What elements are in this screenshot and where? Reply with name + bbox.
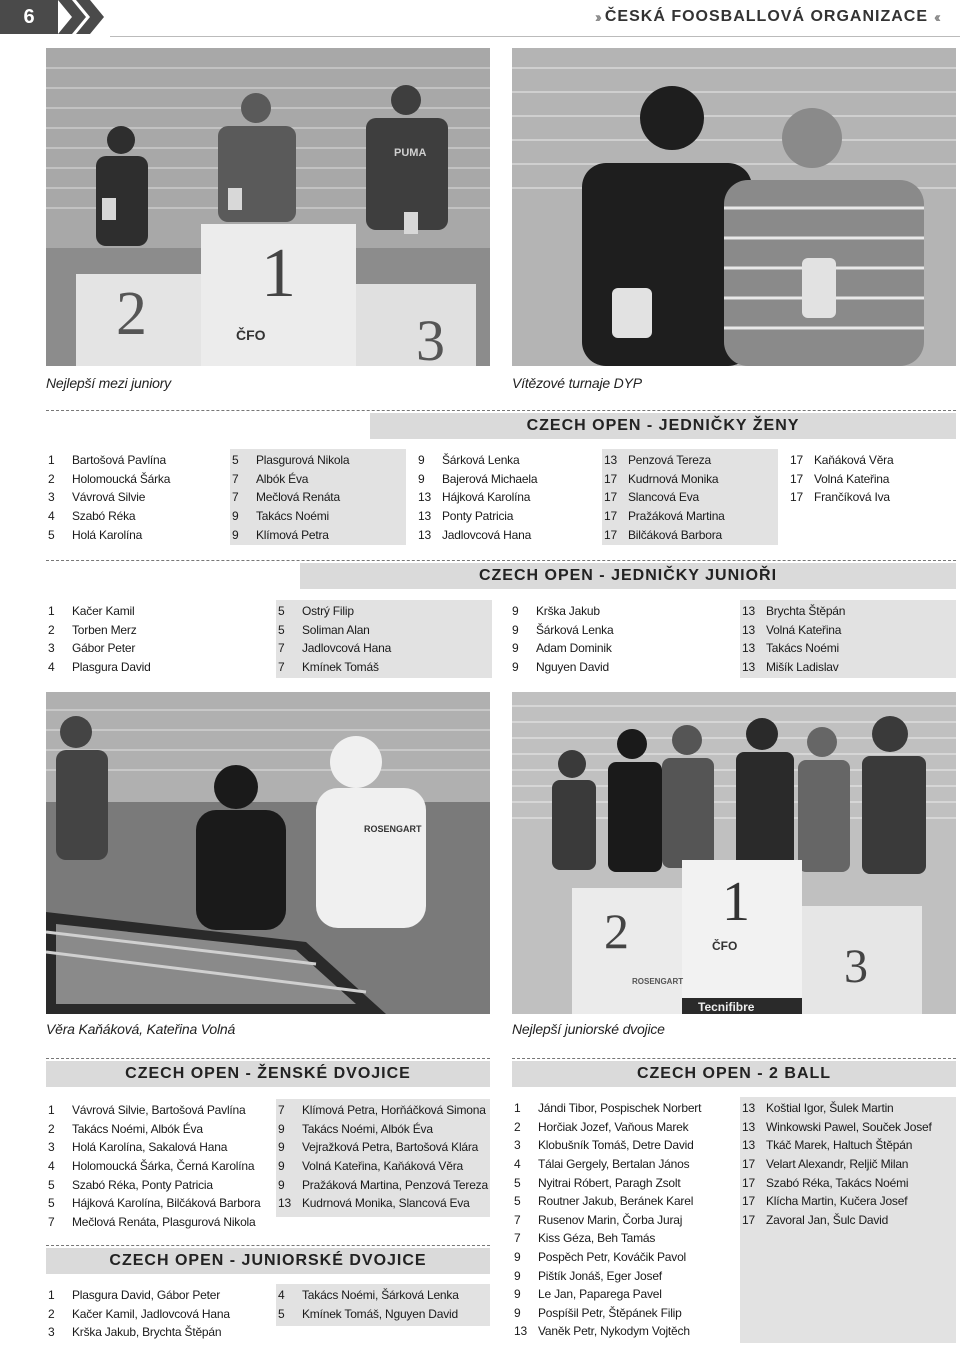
list-item: 13 Volná Kateřina [742,622,842,637]
svg-text:1: 1 [722,871,750,933]
zeny-col-3 [416,449,592,544]
list-item: 3 Vávrová Silvie [48,490,146,505]
section-divider [46,1058,490,1059]
list-item: 13 Jadlovcová Hana [418,527,532,542]
section-title-zenske-dvojice: CZECH OPEN - ŽENSKÉ DVOJICE [46,1061,490,1087]
page-number: 6 [0,0,58,34]
list-item: 17 Frančíková Iva [790,490,890,505]
list-item: 13 Vaněk Petr, Nykodym Vojtěch [514,1324,690,1339]
list-item: 9 Krška Jakub [512,604,600,619]
list-item: 3 Krška Jakub, Brychta Štěpán [48,1325,222,1340]
list-item: 13 Koštial Igor, Šulek Martin [742,1101,894,1116]
juniori-col-2 [276,600,492,678]
list-item: 4 Szabó Réka [48,509,136,524]
caption-junior-doubles: Nejlepší juniorské dvojice [512,1021,665,1037]
list-item: 5 Kmínek Tomáš, Nguyen David [278,1306,458,1321]
svg-text:2: 2 [116,280,147,348]
list-item: 17 Slancová Eva [604,490,699,505]
svg-text:ROSENGART: ROSENGART [632,977,684,986]
list-item: 5 Hájková Karolína, Bilčáková Barbora [48,1196,261,1211]
juniori-col-1 [46,600,266,676]
list-item: 9 Volná Kateřina, Kaňáková Věra [278,1159,463,1174]
list-item: 5 Ostrý Filip [278,604,354,619]
list-item: 13 Mišík Ladislav [742,660,839,675]
zenske-dvojice-col-1 [46,1099,266,1231]
juniori-col-4 [740,600,956,678]
list-item: 5 Nyitrai Róbert, Paragh Zsolt [514,1175,681,1190]
list-item: 17 Szabó Réka, Takács Noémi [742,1175,909,1190]
list-item: 13 Kudrnová Monika, Slancová Eva [278,1196,470,1211]
small-chevron-right-icon: ›› [594,8,599,26]
list-item: 5 Soliman Alan [278,622,370,637]
list-item: 9 Takács Noémi, Albók Éva [278,1121,433,1136]
header-rule [110,36,960,37]
list-item: 7 Jadlovcová Hana [278,641,392,656]
list-item: 7 Mečlová Renáta [232,490,340,505]
photo-dyp-winners [512,48,956,366]
svg-text:ČFO: ČFO [712,939,738,953]
list-item: 4 Plasgura David [48,660,151,675]
list-item: 7 Klímová Petra, Horňáčková Simona [278,1103,486,1118]
caption-junior-podium: Nejlepší mezi juniory [46,375,171,391]
list-item: 4 Takács Noémi, Šárková Lenka [278,1288,459,1303]
list-item: 2 Takács Noémi, Albók Éva [48,1121,203,1136]
list-item: 1 Kačer Kamil [48,604,135,619]
list-item: 13 Hájková Karolína [418,490,531,505]
list-item: 13 Winkowski Pawel, Souček Josef [742,1119,932,1134]
list-item: 1 Jándi Tibor, Pospischek Norbert [514,1101,702,1116]
zenske-dvojice-col-2 [276,1099,490,1217]
list-item: 9 Pospěch Petr, Kováčik Pavol [514,1250,687,1265]
photo-junior-doubles-podium [512,692,956,1014]
list-item: 9 Šárková Lenka [418,453,520,468]
list-item: 13 Brychta Štěpán [742,604,846,619]
list-item: 4 Holomoucká Šárka, Černá Karolína [48,1159,255,1174]
caption-players-at-table: Věra Kaňáková, Kateřina Volná [46,1021,236,1037]
svg-text:1: 1 [261,235,296,312]
svg-text:ROSENGART: ROSENGART [364,824,422,834]
list-item: 5 Holá Karolína [48,527,143,542]
list-item: 9 Šárková Lenka [512,622,614,637]
list-item: 9 Pištík Jonáš, Eger Josef [514,1268,662,1283]
list-item: 9 Takács Noémi [232,509,329,524]
list-item: 2 Holomoucká Šárka [48,471,171,486]
svg-text:PUMA: PUMA [394,147,427,159]
caption-dyp-winners: Vítězové turnaje DYP [512,375,642,391]
list-item: 9 Bajerová Michaela [418,471,538,486]
list-item: 9 Pražáková Martina, Penzová Tereza [278,1177,488,1192]
zeny-col-5 [788,449,956,507]
list-item: 9 Vejražková Petra, Bartošová Klára [278,1140,479,1155]
list-item: 13 Takács Noémi [742,641,839,656]
list-item: 13 Penzová Tereza [604,453,712,468]
list-item: 3 Klobušník Tomáš, Detre David [514,1138,694,1153]
list-item: 17 Kudrnová Monika [604,471,719,486]
list-item: 9 Klímová Petra [232,527,329,542]
two-ball-col-1 [512,1097,732,1341]
svg-text:3: 3 [844,940,868,993]
list-item: 9 Pospíšil Petr, Štěpánek Filip [514,1305,682,1320]
list-item: 7 Albók Éva [232,471,309,486]
list-item: 1 Vávrová Silvie, Bartošová Pavlína [48,1103,246,1118]
list-item: 13 Ponty Patricia [418,509,514,524]
list-item: 17 Zavoral Jan, Šulc David [742,1212,889,1227]
list-item: 13 Tkáč Marek, Haltuch Štěpán [742,1138,913,1153]
section-title-juniori: CZECH OPEN - JEDNIČKY JUNIOŘI [300,563,956,589]
photo-junior-podium [46,48,490,366]
list-item: 3 Holá Karolína, Sakalová Hana [48,1140,228,1155]
header-chevrons-icon [58,0,106,34]
juniorske-dvojice-col-2 [276,1284,490,1326]
list-item: 7 Mečlová Renáta, Plasgurová Nikola [48,1214,256,1229]
small-chevron-left-icon: ‹‹ [934,8,938,26]
list-item: 9 Le Jan, Paparega Pavel [514,1287,662,1302]
list-item: 4 Tálai Gergely, Bertalan János [514,1157,690,1172]
list-item: 5 Routner Jakub, Beránek Karel [514,1194,694,1209]
list-item: 7 Rusenov Marin, Čorba Juraj [514,1212,683,1227]
list-item: 1 Bartošová Pavlína [48,453,166,468]
section-title-zeny: CZECH OPEN - JEDNIČKY ŽENY [370,413,956,439]
section-title-two-ball: CZECH OPEN - 2 BALL [512,1061,956,1087]
list-item: 9 Adam Dominik [512,641,612,656]
list-item: 17 Pražáková Martina [604,509,725,524]
svg-text:3: 3 [416,308,445,366]
list-item: 17 Bilčáková Barbora [604,527,722,542]
list-item: 17 Klícha Martin, Kučera Josef [742,1194,908,1209]
svg-text:2: 2 [604,903,629,959]
publication-header [595,2,938,32]
list-item: 5 Plasgurová Nikola [232,453,350,468]
list-item: 17 Velart Alexandr, Reljič Milan [742,1157,909,1172]
list-item: 5 Szabó Réka, Ponty Patricia [48,1177,213,1192]
list-item: 17 Kaňáková Věra [790,453,894,468]
list-item: 7 Kiss Géza, Beh Tamás [514,1231,656,1246]
publication-title: ČESKÁ FOOSBALLOVÁ ORGANIZACE [604,8,928,25]
svg-text:ČFO: ČFO [236,327,266,343]
section-divider [46,1245,490,1246]
zeny-col-1 [46,449,220,544]
list-item: 17 Volná Kateřina [790,471,890,486]
photo-players-at-table [46,692,490,1014]
juniorske-dvojice-col-1 [46,1284,266,1342]
section-divider [46,410,956,411]
list-item: 9 Nguyen David [512,660,609,675]
zeny-col-4 [602,449,778,545]
list-item: 7 Kmínek Tomáš [278,660,379,675]
list-item: 2 Torben Merz [48,622,137,637]
section-title-juniorske-dvojice: CZECH OPEN - JUNIORSKÉ DVOJICE [46,1248,490,1274]
section-divider [46,560,956,561]
list-item: 2 Horčiak Jozef, Vaňous Marek [514,1119,689,1134]
list-item: 1 Plasgura David, Gábor Peter [48,1288,221,1303]
list-item: 2 Kačer Kamil, Jadlovcová Hana [48,1306,230,1321]
juniori-col-3 [510,600,726,676]
zeny-col-2 [230,449,406,545]
svg-text:Tecnifibre: Tecnifibre [698,1000,755,1014]
list-item: 3 Gábor Peter [48,641,136,656]
section-divider [512,1058,956,1059]
two-ball-col-2 [740,1097,956,1343]
